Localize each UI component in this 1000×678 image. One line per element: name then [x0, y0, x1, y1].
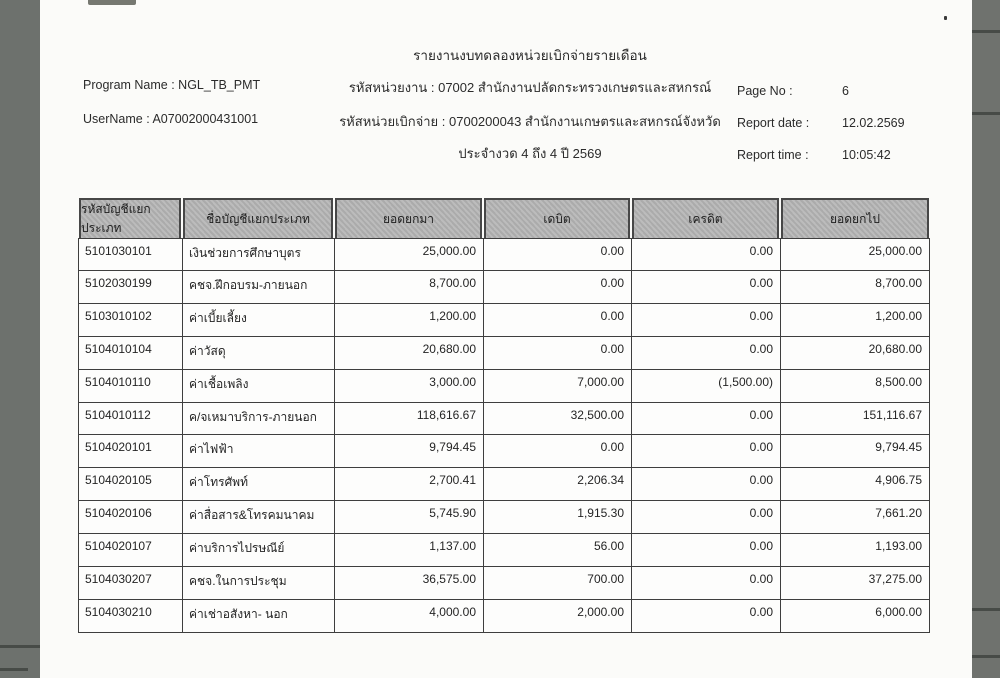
cell-debit: 700.00 [483, 567, 631, 600]
cell-account-name: ค่าโทรศัพท์ [182, 468, 334, 501]
scan-smudge [88, 0, 136, 5]
cell-credit: 0.00 [631, 501, 780, 534]
cell-debit: 2,000.00 [483, 600, 631, 633]
cell-opening-balance: 36,575.00 [334, 567, 483, 600]
cell-credit: (1,500.00) [631, 370, 780, 403]
unit-code-line: รหัสหน่วยงาน : 07002 สำนักงานปลัดกระทรวงเกษตรและสหกรณ์ [348, 80, 712, 95]
cell-opening-balance: 25,000.00 [334, 238, 483, 271]
header-account-code: รหัสบัญชีแยกประเภท [79, 198, 181, 240]
scan-artifact-line [972, 112, 1000, 115]
cell-account-name: ค่าเบี้ยเลี้ยง [182, 304, 334, 337]
cell-closing-balance: 6,000.00 [780, 600, 930, 633]
scan-speck [944, 16, 947, 20]
cell-closing-balance: 9,794.45 [780, 435, 930, 468]
cell-closing-balance: 1,193.00 [780, 534, 930, 567]
cell-account-code: 5104010104 [78, 337, 182, 370]
table-row [78, 271, 930, 304]
table-row [78, 403, 930, 436]
scanner-left-margin [0, 0, 40, 678]
cell-credit: 0.00 [631, 435, 780, 468]
scanner-right-margin [972, 0, 1000, 678]
period-line: ประจำงวด 4 ถึง 4 ปี 2569 [458, 146, 602, 161]
cell-account-name: ค่าไฟฟ้า [182, 435, 334, 468]
cell-debit: 0.00 [483, 304, 631, 337]
trial-balance-table [78, 197, 930, 633]
table-body [78, 238, 930, 633]
cell-account-name: ค่าสื่อสาร&โทรคมนาคม [182, 501, 334, 534]
cell-credit: 0.00 [631, 468, 780, 501]
cell-account-code: 5104030210 [78, 600, 182, 633]
cell-debit: 56.00 [483, 534, 631, 567]
cell-debit: 1,915.30 [483, 501, 631, 534]
cell-credit: 0.00 [631, 567, 780, 600]
report-time-value: 10:05:42 [842, 148, 891, 162]
cell-account-name: ค่าวัสดุ [182, 337, 334, 370]
scan-artifact-line [972, 655, 1000, 658]
table-row [78, 337, 930, 370]
cell-account-name: คชจ.ในการประชุม [182, 567, 334, 600]
cell-account-code: 5104010110 [78, 370, 182, 403]
header-account-name: ชื่อบัญชีแยกประเภท [183, 198, 333, 240]
cell-debit: 7,000.00 [483, 370, 631, 403]
cell-opening-balance: 4,000.00 [334, 600, 483, 633]
cell-opening-balance: 3,000.00 [334, 370, 483, 403]
table-row [78, 370, 930, 403]
cell-opening-balance: 1,200.00 [334, 304, 483, 337]
cell-account-code: 5104030207 [78, 567, 182, 600]
cell-credit: 0.00 [631, 271, 780, 304]
table-row [78, 501, 930, 534]
cell-account-code: 5104010112 [78, 403, 182, 436]
table-header-row [78, 197, 930, 238]
cell-account-code: 5102030199 [78, 271, 182, 304]
username-line: UserName : A07002000431001 [83, 112, 259, 126]
cell-debit: 0.00 [483, 238, 631, 271]
program-name-line: Program Name : NGL_TB_PMT [83, 78, 261, 92]
cell-credit: 0.00 [631, 600, 780, 633]
cell-account-code: 5104020107 [78, 534, 182, 567]
cell-opening-balance: 118,616.67 [334, 403, 483, 436]
cell-account-code: 5104020105 [78, 468, 182, 501]
cell-opening-balance: 20,680.00 [334, 337, 483, 370]
header-closing-balance: ยอดยกไป [781, 198, 929, 240]
scan-artifact-line [0, 645, 40, 648]
cell-opening-balance: 1,137.00 [334, 534, 483, 567]
cell-closing-balance: 1,200.00 [780, 304, 930, 337]
report-date-label: Report date : [737, 116, 810, 130]
table-row [78, 600, 930, 633]
cell-closing-balance: 37,275.00 [780, 567, 930, 600]
page-no-value: 6 [842, 84, 849, 98]
cell-debit: 0.00 [483, 271, 631, 304]
report-date-value: 12.02.2569 [842, 116, 905, 130]
cell-opening-balance: 5,745.90 [334, 501, 483, 534]
table-row [78, 567, 930, 600]
report-title: รายงานงบทดลองหน่วยเบิกจ่ายรายเดือน [413, 48, 647, 63]
cell-opening-balance: 2,700.41 [334, 468, 483, 501]
cell-closing-balance: 25,000.00 [780, 238, 930, 271]
cell-closing-balance: 20,680.00 [780, 337, 930, 370]
table-row [78, 534, 930, 567]
cell-debit: 0.00 [483, 337, 631, 370]
table-row [78, 468, 930, 501]
cell-account-name: ค่าบริการไปรษณีย์ [182, 534, 334, 567]
cell-credit: 0.00 [631, 403, 780, 436]
header-credit: เครดิต [632, 198, 779, 240]
cell-credit: 0.00 [631, 534, 780, 567]
cell-closing-balance: 4,906.75 [780, 468, 930, 501]
table-row [78, 435, 930, 468]
cell-credit: 0.00 [631, 238, 780, 271]
cell-debit: 2,206.34 [483, 468, 631, 501]
scan-artifact-line [972, 608, 1000, 611]
cell-closing-balance: 8,500.00 [780, 370, 930, 403]
report-time-label: Report time : [737, 148, 809, 162]
cell-credit: 0.00 [631, 304, 780, 337]
cell-account-name: คชจ.ฝึกอบรม-ภายนอก [182, 271, 334, 304]
cell-debit: 32,500.00 [483, 403, 631, 436]
cell-account-name: เงินช่วยการศึกษาบุตร [182, 238, 334, 271]
header-opening-balance: ยอดยกมา [335, 198, 482, 240]
cell-account-name: ค/จเหมาบริการ-ภายนอก [182, 403, 334, 436]
scan-artifact-line [0, 668, 28, 671]
cell-account-code: 5104020106 [78, 501, 182, 534]
cell-account-name: ค่าเชื้อเพลิง [182, 370, 334, 403]
cell-debit: 0.00 [483, 435, 631, 468]
cell-closing-balance: 7,661.20 [780, 501, 930, 534]
cell-account-code: 5101030101 [78, 238, 182, 271]
header-debit: เดบิต [484, 198, 630, 240]
disbursement-unit-line: รหัสหน่วยเบิกจ่าย : 0700200043 สำนักงานเกษตรและสหกรณ์จังหวัด [339, 114, 721, 129]
table-row [78, 304, 930, 337]
cell-account-name: ค่าเช่าอสังหา- นอก [182, 600, 334, 633]
cell-credit: 0.00 [631, 337, 780, 370]
cell-opening-balance: 9,794.45 [334, 435, 483, 468]
scan-artifact-line [972, 30, 1000, 33]
cell-closing-balance: 151,116.67 [780, 403, 930, 436]
table-row [78, 238, 930, 271]
cell-opening-balance: 8,700.00 [334, 271, 483, 304]
cell-account-code: 5103010102 [78, 304, 182, 337]
cell-account-code: 5104020101 [78, 435, 182, 468]
cell-closing-balance: 8,700.00 [780, 271, 930, 304]
page-no-label: Page No : [737, 84, 793, 98]
